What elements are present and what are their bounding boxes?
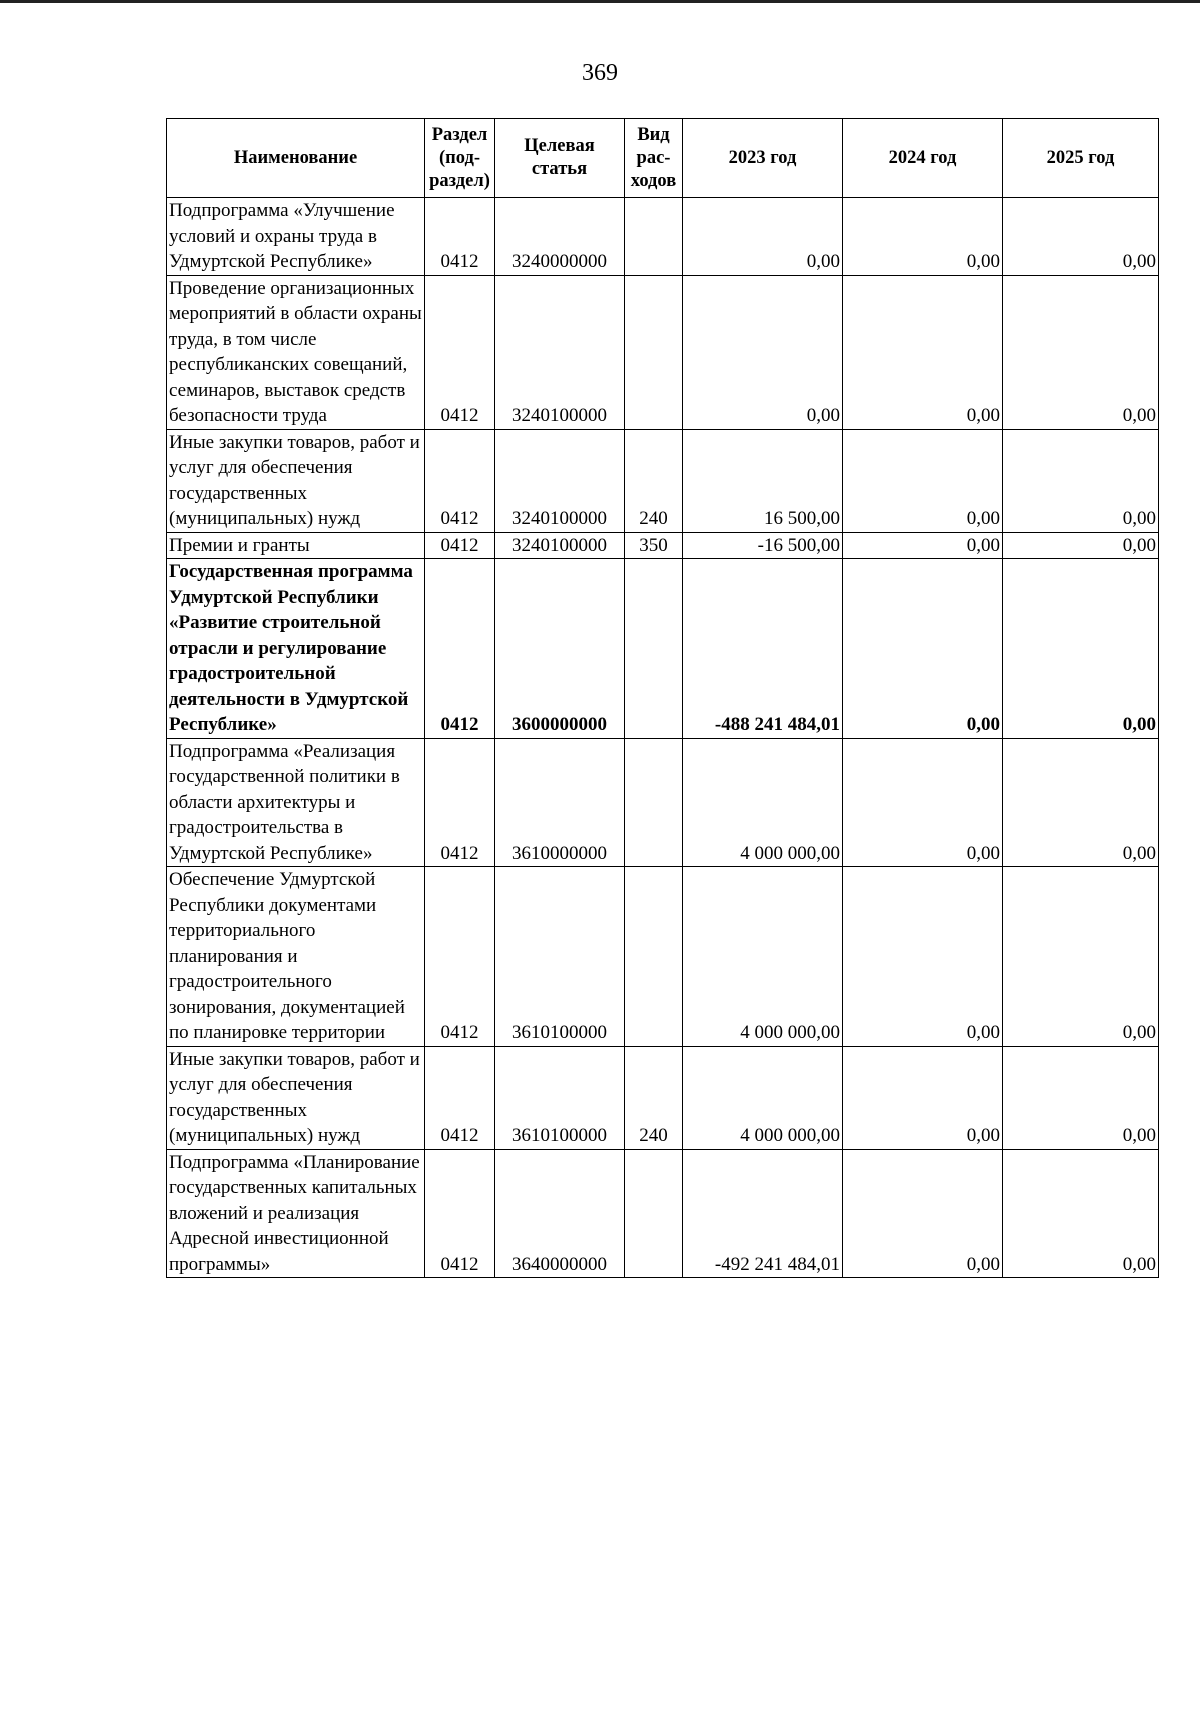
row-2024: 0,00 [843, 275, 1003, 429]
row-2025: 0,00 [1003, 867, 1159, 1047]
header-section: Раздел (под-раздел) [425, 119, 495, 198]
row-kind: 240 [625, 429, 683, 532]
budget-table [166, 118, 1159, 1278]
row-target: 3600000000 [495, 559, 625, 739]
row-2023: 0,00 [683, 198, 843, 276]
row-kind [625, 198, 683, 276]
row-2024: 0,00 [843, 738, 1003, 867]
row-2023: 4 000 000,00 [683, 738, 843, 867]
row-kind [625, 1149, 683, 1278]
table-row-program [167, 559, 1159, 739]
row-2024: 0,00 [843, 198, 1003, 276]
row-name: Подпрограмма «Реализация государственной политики в области архитектуры и градостроительства в Удмуртской Республике» [167, 738, 425, 867]
header-name: Наименование [167, 119, 425, 198]
row-target: 3610100000 [495, 1046, 625, 1149]
table-row [167, 275, 1159, 429]
row-name: Обеспечение Удмуртской Республики документами территориального планирования и градостроительного зонирования, документацией по планировке территории [167, 867, 425, 1047]
row-2023: 4 000 000,00 [683, 867, 843, 1047]
table-row [167, 532, 1159, 559]
row-kind: 240 [625, 1046, 683, 1149]
row-target: 3240100000 [495, 532, 625, 559]
table-row [167, 738, 1159, 867]
row-2023: 16 500,00 [683, 429, 843, 532]
row-2023: -16 500,00 [683, 532, 843, 559]
row-target: 3240100000 [495, 275, 625, 429]
row-2025: 0,00 [1003, 1149, 1159, 1278]
row-target: 3240100000 [495, 429, 625, 532]
row-section: 0412 [425, 1149, 495, 1278]
row-2025: 0,00 [1003, 275, 1159, 429]
header-2024: 2024 год [843, 119, 1003, 198]
table-row [167, 867, 1159, 1047]
header-2025: 2025 год [1003, 119, 1159, 198]
row-kind: 350 [625, 532, 683, 559]
row-2023: -488 241 484,01 [683, 559, 843, 739]
row-2024: 0,00 [843, 1149, 1003, 1278]
row-name: Государственная программа Удмуртской Республики «Развитие строительной отрасли и регулирование градостроительной деятельности в Удмуртской Республике» [167, 559, 425, 739]
row-kind [625, 275, 683, 429]
row-section: 0412 [425, 867, 495, 1047]
row-kind [625, 559, 683, 739]
table-row [167, 198, 1159, 276]
row-name: Иные закупки товаров, работ и услуг для обеспечения государственных (муниципальных) нужд [167, 1046, 425, 1149]
row-section: 0412 [425, 532, 495, 559]
table-row [167, 1046, 1159, 1149]
row-2025: 0,00 [1003, 1046, 1159, 1149]
row-2025: 0,00 [1003, 429, 1159, 532]
row-name: Подпрограмма «Планирование государственных капитальных вложений и реализация Адресной инвестиционной программы» [167, 1149, 425, 1278]
row-2023: 0,00 [683, 275, 843, 429]
table-row [167, 1149, 1159, 1278]
row-2025: 0,00 [1003, 198, 1159, 276]
row-2023: -492 241 484,01 [683, 1149, 843, 1278]
row-target: 3240000000 [495, 198, 625, 276]
row-2023: 4 000 000,00 [683, 1046, 843, 1149]
table-row [167, 429, 1159, 532]
row-target: 3610000000 [495, 738, 625, 867]
table-header-row [167, 119, 1159, 198]
row-2024: 0,00 [843, 532, 1003, 559]
row-2025: 0,00 [1003, 559, 1159, 739]
header-target: Целевая статья [495, 119, 625, 198]
row-2025: 0,00 [1003, 738, 1159, 867]
row-section: 0412 [425, 198, 495, 276]
header-2023: 2023 год [683, 119, 843, 198]
row-name: Подпрограмма «Улучшение условий и охраны труда в Удмуртской Республике» [167, 198, 425, 276]
row-section: 0412 [425, 559, 495, 739]
row-2024: 0,00 [843, 559, 1003, 739]
scan-top-edge [0, 0, 1200, 3]
row-section: 0412 [425, 275, 495, 429]
row-target: 3610100000 [495, 867, 625, 1047]
row-2025: 0,00 [1003, 532, 1159, 559]
row-2024: 0,00 [843, 867, 1003, 1047]
row-2024: 0,00 [843, 1046, 1003, 1149]
row-kind [625, 738, 683, 867]
row-2024: 0,00 [843, 429, 1003, 532]
row-section: 0412 [425, 1046, 495, 1149]
page-number: 369 [582, 60, 618, 86]
row-target: 3640000000 [495, 1149, 625, 1278]
row-section: 0412 [425, 429, 495, 532]
row-kind [625, 867, 683, 1047]
row-name: Иные закупки товаров, работ и услуг для обеспечения государственных (муниципальных) нужд [167, 429, 425, 532]
header-kind: Вид рас-ходов [625, 119, 683, 198]
row-name: Проведение организационных мероприятий в области охраны труда, в том числе республиканских совещаний, семинаров, выставок средств безопасности труда [167, 275, 425, 429]
row-name: Премии и гранты [167, 532, 425, 559]
row-section: 0412 [425, 738, 495, 867]
